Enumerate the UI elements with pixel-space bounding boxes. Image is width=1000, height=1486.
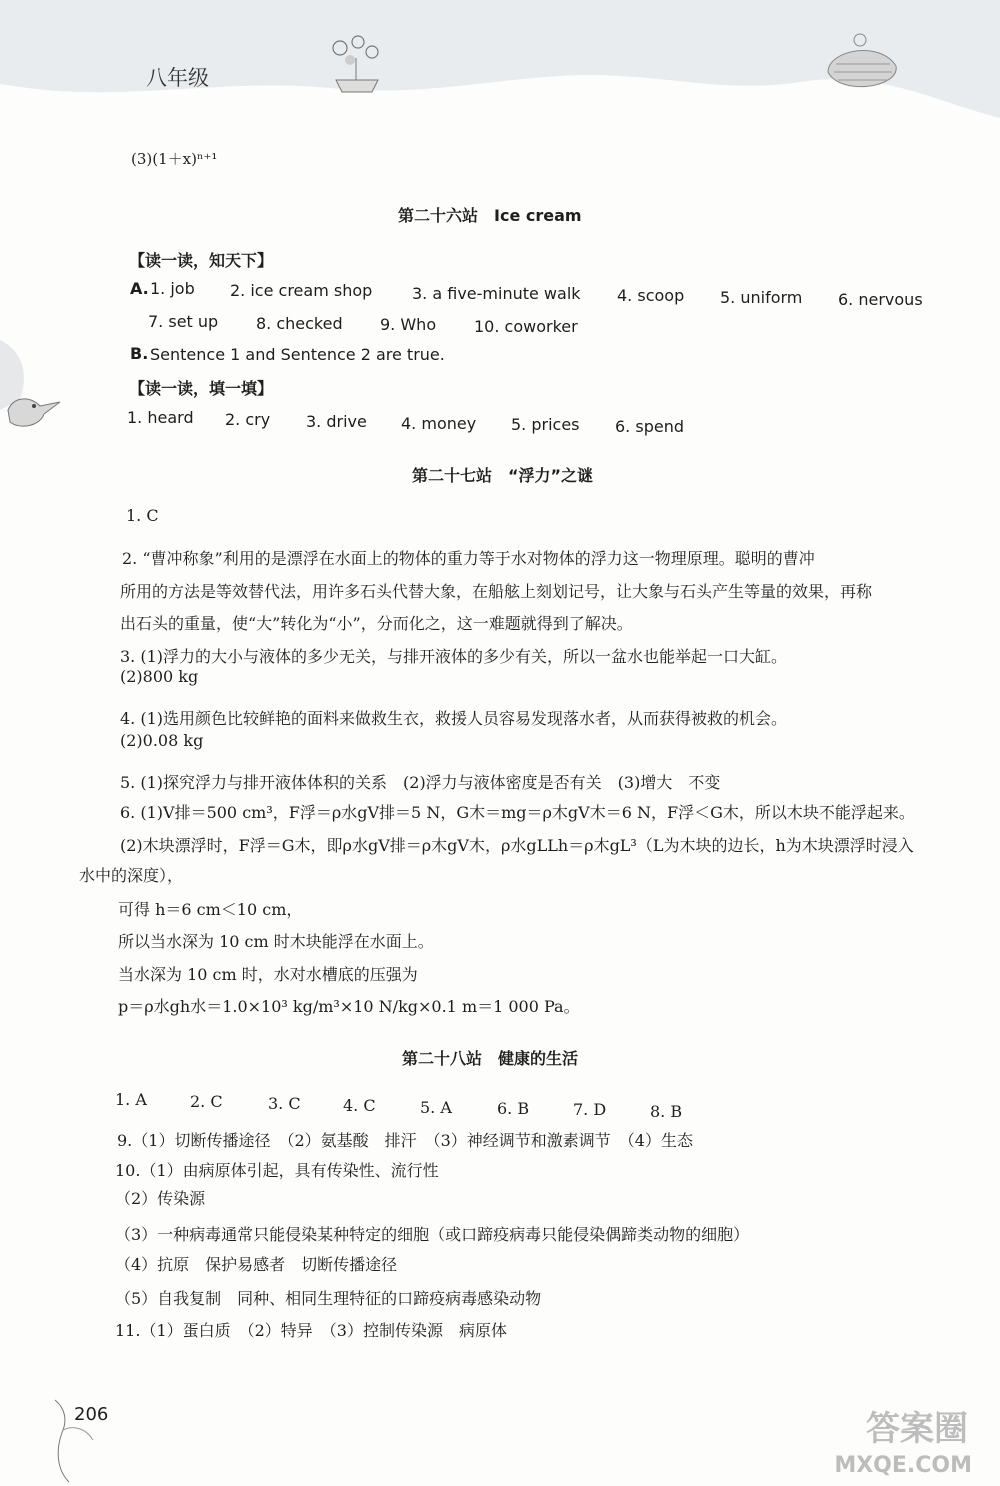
fill-2: 2. cry bbox=[225, 410, 271, 429]
watermark-logo: 答案圈 bbox=[866, 1409, 968, 1449]
answer-a-8: 8. checked bbox=[256, 314, 343, 333]
mc-7: 7. D bbox=[573, 1100, 607, 1119]
s27-line-3: 所用的方法是等效替代法，用许多石头代替大象，在船舷上刻划记号，让大象与石头产生等量的效果，再称 bbox=[120, 582, 873, 601]
s28-line-1: 9.（1）切断传播途径 （2）氨基酸 排汗 （3）神经调节和激素调节 （4）生态 bbox=[117, 1131, 693, 1150]
answer-a-10: 10. coworker bbox=[474, 317, 578, 336]
answer-a-6: 6. nervous bbox=[838, 290, 923, 309]
s27-line-14: 所以当水深为 10 cm 时木块能浮在水面上。 bbox=[118, 932, 434, 951]
fill-5: 5. prices bbox=[511, 415, 580, 434]
section-b-label: B. bbox=[130, 344, 149, 363]
fill-3: 3. drive bbox=[306, 412, 367, 431]
fill-1: 1. heard bbox=[127, 408, 194, 427]
answer-b: Sentence 1 and Sentence 2 are true. bbox=[150, 345, 445, 364]
station26-title: 第二十六站 Ice cream bbox=[398, 206, 582, 225]
s28-line-5: （4）抗原 保护易感者 切断传播途径 bbox=[115, 1255, 398, 1274]
mc-5: 5. A bbox=[420, 1098, 452, 1117]
s27-line-1: 1. C bbox=[126, 506, 159, 525]
fill-6: 6. spend bbox=[615, 417, 684, 436]
s28-line-3: （2）传染源 bbox=[115, 1189, 206, 1208]
answer-a-4: 4. scoop bbox=[617, 286, 685, 305]
answer-a-2: 2. ice cream shop bbox=[230, 281, 373, 300]
mc-1: 1. A bbox=[115, 1090, 147, 1109]
bird-decoration-icon bbox=[0, 330, 80, 450]
grade-label: 八年级 bbox=[146, 66, 209, 90]
s27-line-2: 2. “曹冲称象”利用的是漂浮在水面上的物体的重力等于水对物体的浮力这一物理原理。聪明的曹冲 bbox=[122, 549, 815, 568]
s27-line-8: (2)0.08 kg bbox=[120, 731, 204, 750]
answer-a-1: 1. job bbox=[150, 279, 195, 298]
s27-line-15: 当水深为 10 cm 时，水对水槽底的压强为 bbox=[118, 965, 418, 984]
s27-line-16: p＝ρ水gh水＝1.0×10³ kg/m³×10 N/kg×0.1 m＝1 000 Pa。 bbox=[118, 997, 580, 1016]
mc-6: 6. B bbox=[497, 1099, 530, 1118]
s28-line-2: 10.（1）由病原体引起，具有传染性、流行性 bbox=[115, 1161, 439, 1180]
s27-line-13: 可得 h＝6 cm＜10 cm， bbox=[118, 900, 303, 919]
watermark-url: MXQE.COM bbox=[834, 1453, 972, 1478]
mc-8: 8. B bbox=[650, 1102, 683, 1121]
s27-line-9: 5. (1)探究浮力与排开液体体积的关系 (2)浮力与液体密度是否有关 (3)增大 不变 bbox=[120, 773, 721, 792]
station26-subtitle2: 【读一读，填一填】 bbox=[129, 379, 274, 398]
s27-line-11: (2)木块漂浮时，F浮＝G木，即ρ水gV排＝ρ木gV木，ρ水gLLh＝ρ木gL³（L为木块的边长，h为木块漂浮时浸入 bbox=[120, 836, 914, 855]
fill-4: 4. money bbox=[401, 414, 477, 433]
answer-a-3: 3. a five-minute walk bbox=[412, 284, 581, 303]
mc-4: 4. C bbox=[343, 1096, 376, 1115]
answer-a-9: 9. Who bbox=[380, 315, 437, 334]
s27-line-4: 出石头的重量，使“大”转化为“小”，分而化之，这一难题就得到了解决。 bbox=[120, 614, 633, 633]
s27-line-5: 3. (1)浮力的大小与液体的多少无关，与排开液体的多少有关，所以一盆水也能举起一口大缸。 bbox=[120, 647, 788, 666]
answer-a-5: 5. uniform bbox=[720, 288, 803, 307]
answer-a-7: 7. set up bbox=[148, 312, 219, 331]
station26-subtitle1: 【读一读，知天下】 bbox=[129, 251, 274, 270]
s27-line-6: (2)800 kg bbox=[120, 667, 199, 686]
s28-line-6: （5）自我复制 同种、相同生理特征的口蹄疫病毒感染动物 bbox=[115, 1289, 542, 1308]
mc-2: 2. C bbox=[190, 1092, 223, 1111]
page-number: 206 bbox=[74, 1404, 109, 1425]
s27-line-12: 水中的深度）， bbox=[79, 866, 184, 885]
s28-line-7: 11.（1）蛋白质 （2）特异 （3）控制传染源 病原体 bbox=[115, 1321, 507, 1340]
s28-line-4: （3）一种病毒通常只能侵染某种特定的细胞（或口蹄疫病毒只能侵染偶蹄类动物的细胞） bbox=[115, 1225, 750, 1244]
mc-3: 3. C bbox=[268, 1094, 301, 1113]
station28-title: 第二十八站 健康的生活 bbox=[402, 1049, 579, 1068]
station27-title: 第二十七站 “浮力”之谜 bbox=[412, 466, 594, 485]
section-a-label: A. bbox=[130, 279, 149, 298]
s27-line-10: 6. (1)V排＝500 cm³，F浮＝ρ水gV排＝5 N，G木＝mg＝ρ木gV木＝6 N，F浮＜G木，所以木块不能浮起来。 bbox=[120, 803, 915, 822]
s27-line-7: 4. (1)选用颜色比较鲜艳的面料来做救生衣，救援人员容易发现落水者，从而获得被救的机会。 bbox=[120, 709, 788, 728]
formula-line: (3)(1＋x)ⁿ⁺¹ bbox=[131, 150, 218, 168]
